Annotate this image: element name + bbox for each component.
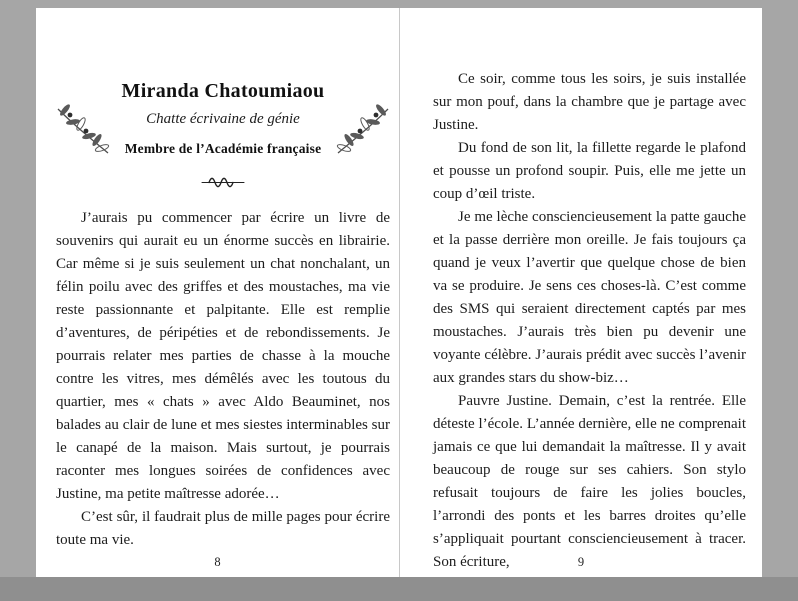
paragraph: J’aurais pu commencer par écrire un livre de souvenirs qui aurait eu un énorme succès en librairie. Car même si je suis seulement un chat nonchalant, un félin poilu avec des griffes et des moustaches, ma vie reste passionnante et palpitante. Elle est remplie d’aventures, de péripéties et de rebondissements. Je pourrais relater mes parties de chasse à la mouche contre les vitres, mes démêlés avec les toutous du quartier, mes « chats » avec Aldo Beauminet, nos balades au clair de lune et mes siestes interminables sur le canapé de la maison. Mais surtout, je pourrais raconter mes longues soirées de confidences avec Justine, ma petite maîtresse adorée… — [56, 210, 390, 502]
chapter-title: Miranda Chatoumiaou — [121, 80, 325, 102]
olive-branch-right-icon — [335, 102, 393, 156]
chapter-header — [56, 80, 390, 190]
paragraph: Ce soir, comme tous les soirs, je suis installée sur mon pouf, dans la chambre que je partage avec Justine. — [433, 71, 746, 133]
body-text-left — [56, 207, 390, 552]
paragraph: Pauvre Justine. Demain, c’est la rentrée. Elle déteste l’école. L’année dernière, elle ne comprenait jamais ce que lui demandait la maîtresse. Il y avait beaucoup de rouge sur ses cahiers. Son stylo refusait toujours de faire les jolies boucles, l’arrondi des ponts et les barres droites qu’elle s’appliquait pourtant consciencieusement à tracer. Son écriture, — [433, 393, 746, 570]
chapter-affiliation: Membre de l’Académie française — [124, 141, 322, 156]
chapter-subtitle: Chatte écrivaine de génie — [146, 111, 300, 127]
page-number-right: 9 — [577, 555, 585, 569]
page-left — [36, 8, 399, 577]
page-number-left: 8 — [214, 555, 221, 569]
paragraph: Je me lèche consciencieusement la patte gauche et la passe derrière mon oreille. Je fais toujours ça quand je veux l’avertir que quelque chose de bien va se produire. Je sens ces choses-là. C’est comme des SMS qui seraient directement captés par mes moustaches. J’aurais très bien pu devenir une voyante célèbre. J’aurais prédit avec succès l’avenir aux grandes stars du show-biz… — [433, 209, 746, 386]
squiggle-divider-icon — [56, 176, 390, 190]
body-text-right — [433, 68, 746, 574]
book-spread — [36, 8, 762, 577]
paragraph: C’est sûr, il faudrait plus de mille pages pour écrire toute ma vie. — [56, 509, 390, 548]
paragraph: Du fond de son lit, la fillette regarde le plafond et pousse un profond soupir. Puis, elle me jette un coup d’œil triste. — [433, 140, 746, 202]
page-right — [399, 8, 762, 577]
olive-branch-left-icon — [53, 102, 111, 156]
